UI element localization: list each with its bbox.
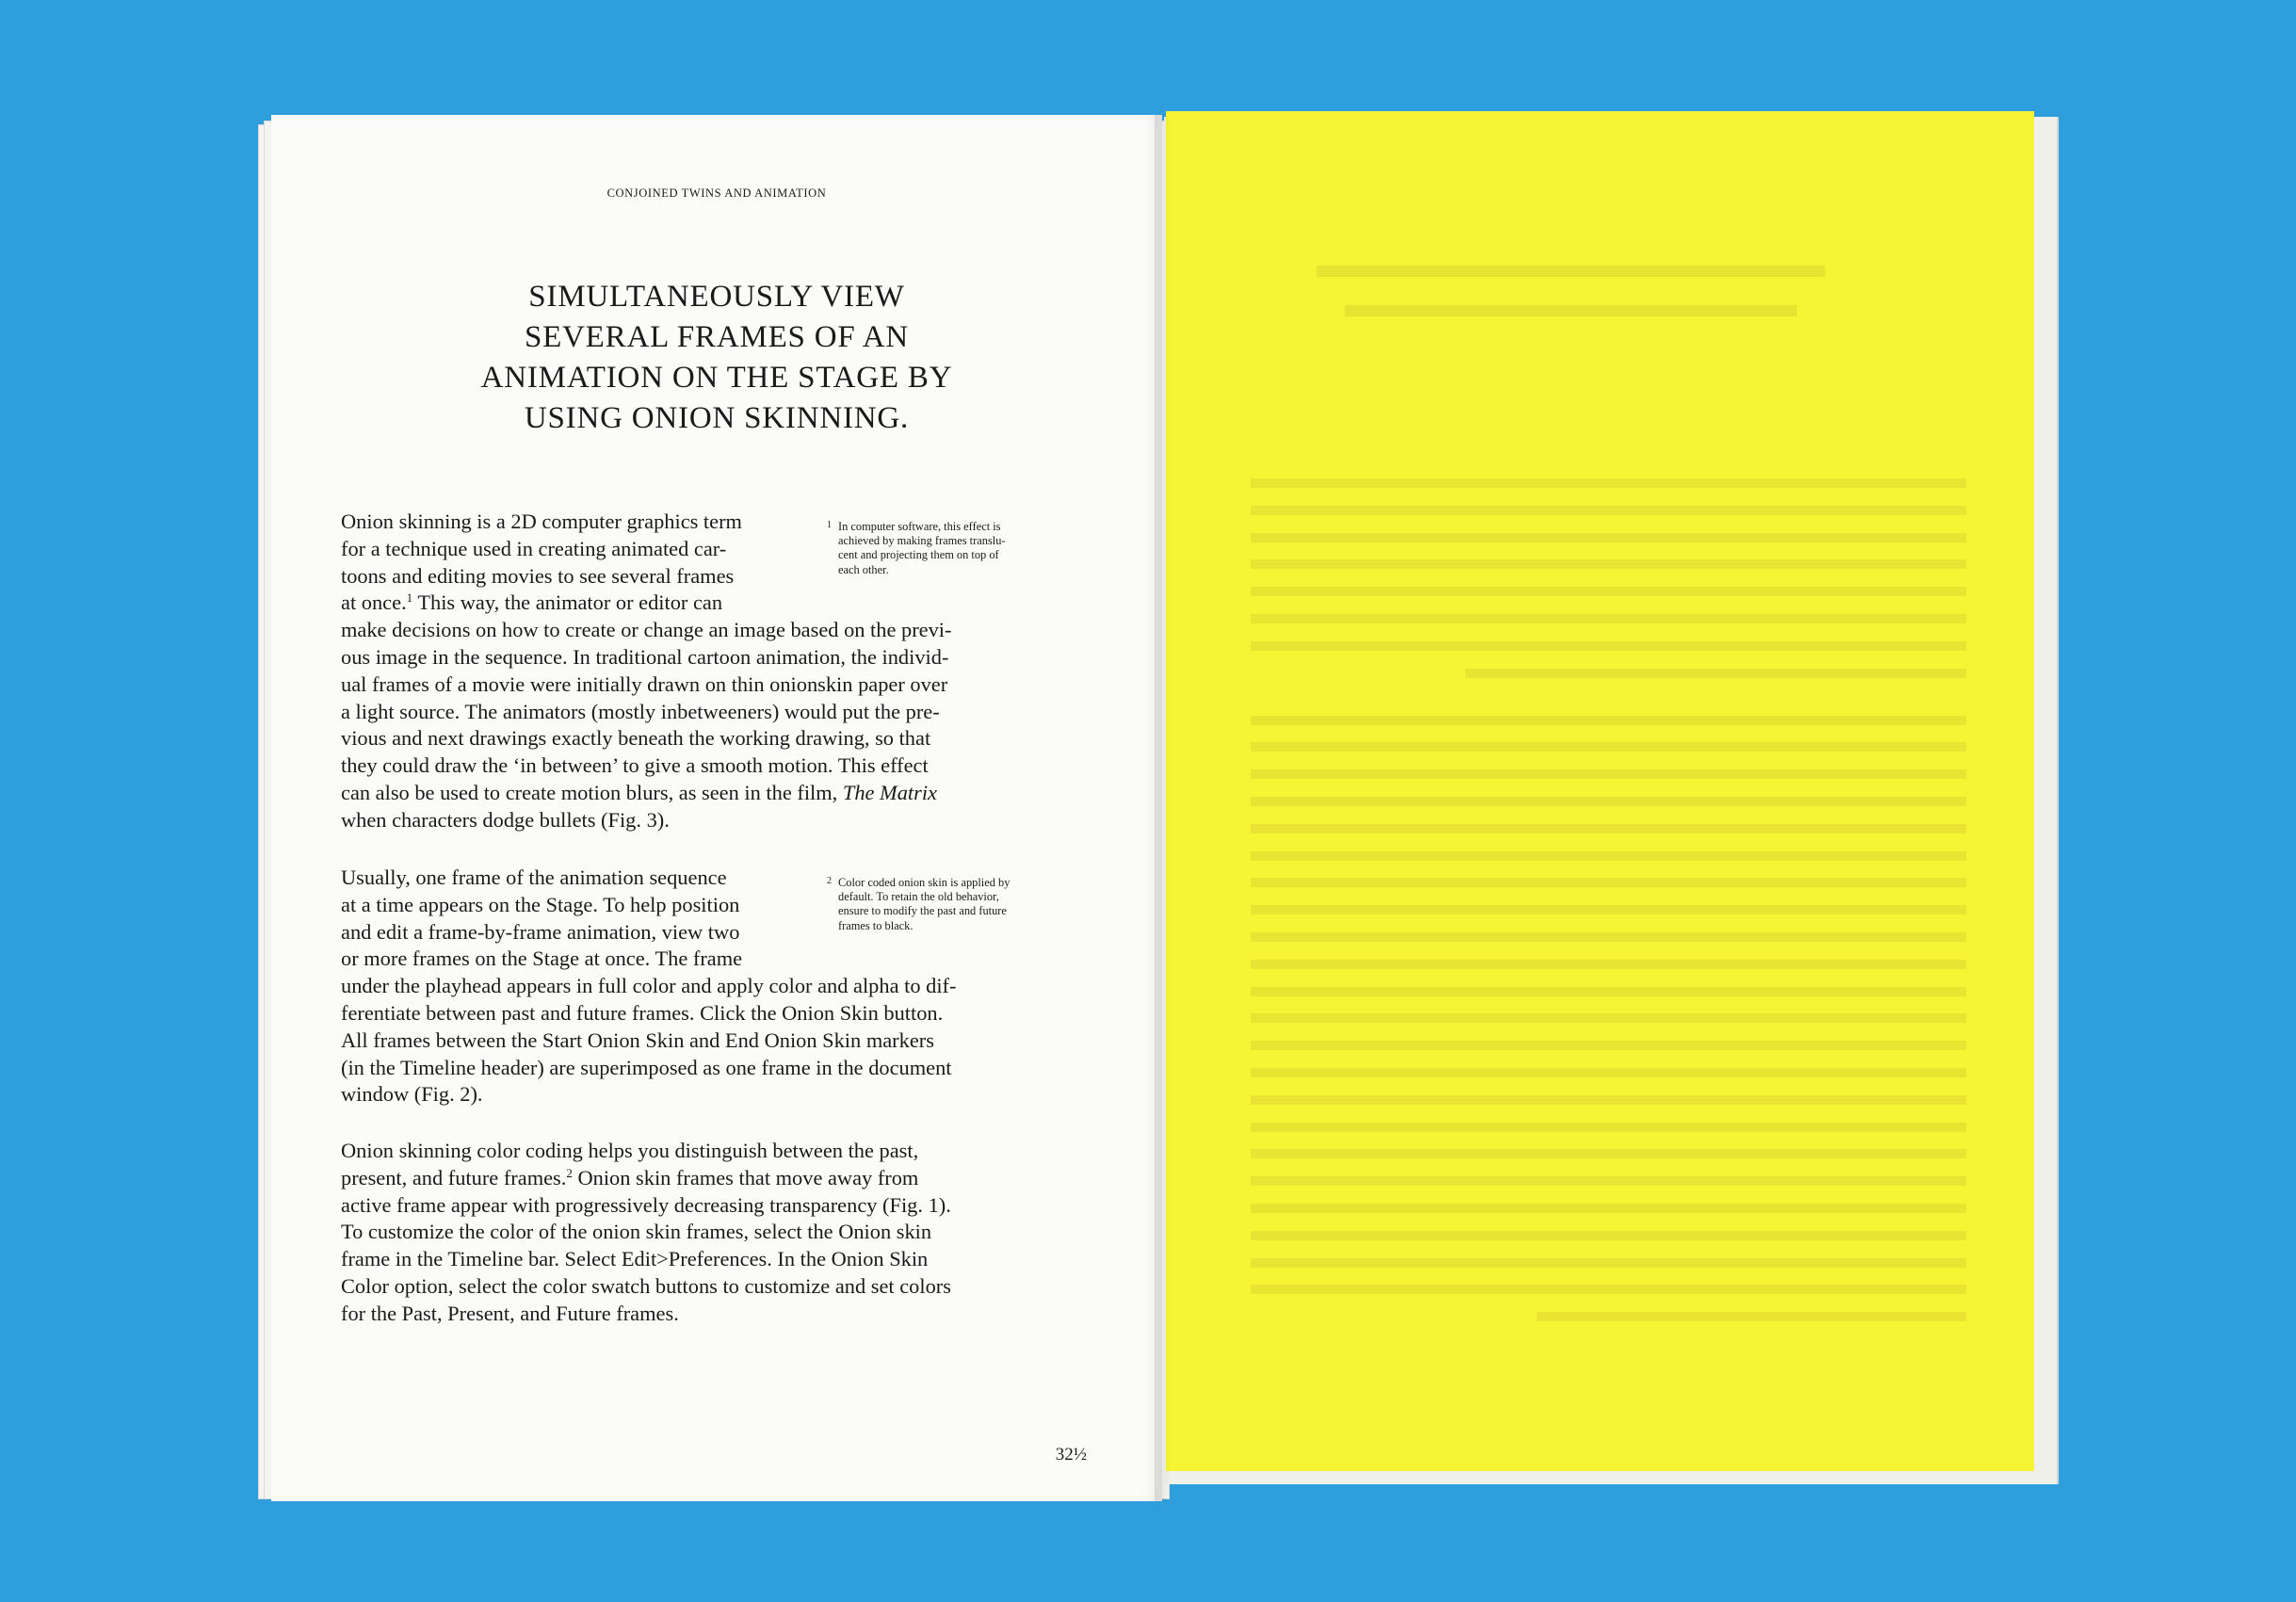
text-line: and edit a frame-by-frame animation, view two: [341, 919, 740, 944]
text-run: present, and future frames.: [341, 1165, 567, 1189]
text-line: when characters dodge bullets (Fig. 3).: [341, 807, 670, 832]
text-line: [341, 1165, 1057, 1192]
title-line: SIMULTANEOUSLY VIEW: [528, 280, 905, 314]
left-page: [271, 115, 1162, 1501]
footnote-ref-1: 1: [406, 591, 413, 606]
text-line: ous image in the sequence. In traditional cartoon animation, the individ-: [341, 644, 949, 669]
text-line: vious and next drawings exactly beneath the working drawing, so that: [341, 726, 931, 751]
body-paragraph-3: [341, 1138, 1057, 1328]
title-line: SEVERAL FRAMES OF AN: [524, 320, 910, 354]
text-line: To customize the color of the onion skin frames, select the Onion skin: [341, 1220, 932, 1244]
footnote-2: [827, 876, 1064, 933]
title-line: ANIMATION ON THE STAGE BY: [480, 361, 953, 395]
footnote-ref-2: 2: [566, 1165, 573, 1180]
text-line: at a time appears on the Stage. To help position: [341, 892, 740, 916]
film-title: The Matrix: [842, 780, 937, 804]
footnote-line: cent and projecting them on top of: [838, 548, 999, 562]
footnote-line: In computer software, this effect is: [838, 520, 1001, 533]
page-number: 32½: [1055, 1445, 1087, 1464]
footnote-1: [827, 520, 1064, 577]
page-title: [271, 277, 1162, 439]
text-run: at once.: [341, 591, 407, 615]
text-line: Onion skinning is a 2D computer graphics term: [341, 510, 742, 533]
text-line: toons and editing movies to see several frames: [341, 563, 735, 588]
text-line: (in the Timeline header) are superimposed as one frame in the document: [341, 1055, 952, 1079]
text-line: ual frames of a movie were initially drawn on thin onionskin paper over: [341, 672, 948, 696]
footnote-line: each other.: [838, 562, 889, 576]
footnote-line: default. To retain the old behavior,: [838, 890, 999, 904]
title-line: USING ONION SKINNING.: [524, 401, 910, 435]
footnote-line: achieved by making frames translu-: [838, 534, 1006, 548]
text-line: active frame appear with progressively decreasing transparency (Fig. 1).: [341, 1192, 951, 1217]
text-run: This way, the animator or editor can: [412, 591, 723, 615]
running-head: CONJOINED TWINS AND ANIMATION: [606, 186, 827, 200]
text-line: for the Past, Present, and Future frames.: [341, 1301, 679, 1325]
text-line: or more frames on the Stage at once. The frame: [341, 947, 743, 971]
text-line: make decisions on how to create or change an image based on the previ-: [341, 618, 952, 642]
text-line: ferentiate between past and future frames. Click the Onion Skin button.: [341, 1000, 944, 1025]
text-run: Onion skin frames that move away from: [572, 1165, 919, 1189]
text-line: All frames between the Start Onion Skin and End Onion Skin markers: [341, 1028, 934, 1052]
text-line: [341, 780, 1057, 807]
text-line: [341, 590, 1057, 617]
spine-shadow: [1155, 115, 1170, 1501]
text-line: a light source. The animators (mostly inbetweeners) would put the pre-: [341, 699, 940, 723]
text-line: Usually, one frame of the animation sequence: [341, 866, 727, 889]
text-line: they could draw the ‘in between’ to give a smooth motion. This effect: [341, 753, 929, 778]
text-line: Onion skinning color coding helps you distinguish between the past,: [341, 1139, 919, 1162]
footnote-line: frames to black.: [838, 918, 914, 932]
footnote-line: Color coded onion skin is applied by: [838, 876, 1011, 889]
text-run: can also be used to create motion blurs, as seen in the film,: [341, 780, 843, 804]
text-line: Color option, select the color swatch buttons to customize and set colors: [341, 1273, 951, 1298]
show-through-text: [1251, 478, 1966, 1339]
text-line: for a technique used in creating animated car-: [341, 536, 727, 560]
text-line: under the playhead appears in full color and apply color and alpha to dif-: [341, 974, 957, 998]
text-line: frame in the Timeline bar. Select Edit>Preferences. In the Onion Skin: [341, 1247, 929, 1271]
yellow-page: [1166, 111, 2034, 1471]
show-through-heading: [1241, 252, 1900, 316]
footnote-mark: 1: [827, 520, 832, 530]
footnote-line: ensure to modify the past and future: [838, 904, 1007, 918]
footnote-mark: 2: [827, 876, 832, 886]
text-line: window (Fig. 2).: [341, 1082, 483, 1107]
